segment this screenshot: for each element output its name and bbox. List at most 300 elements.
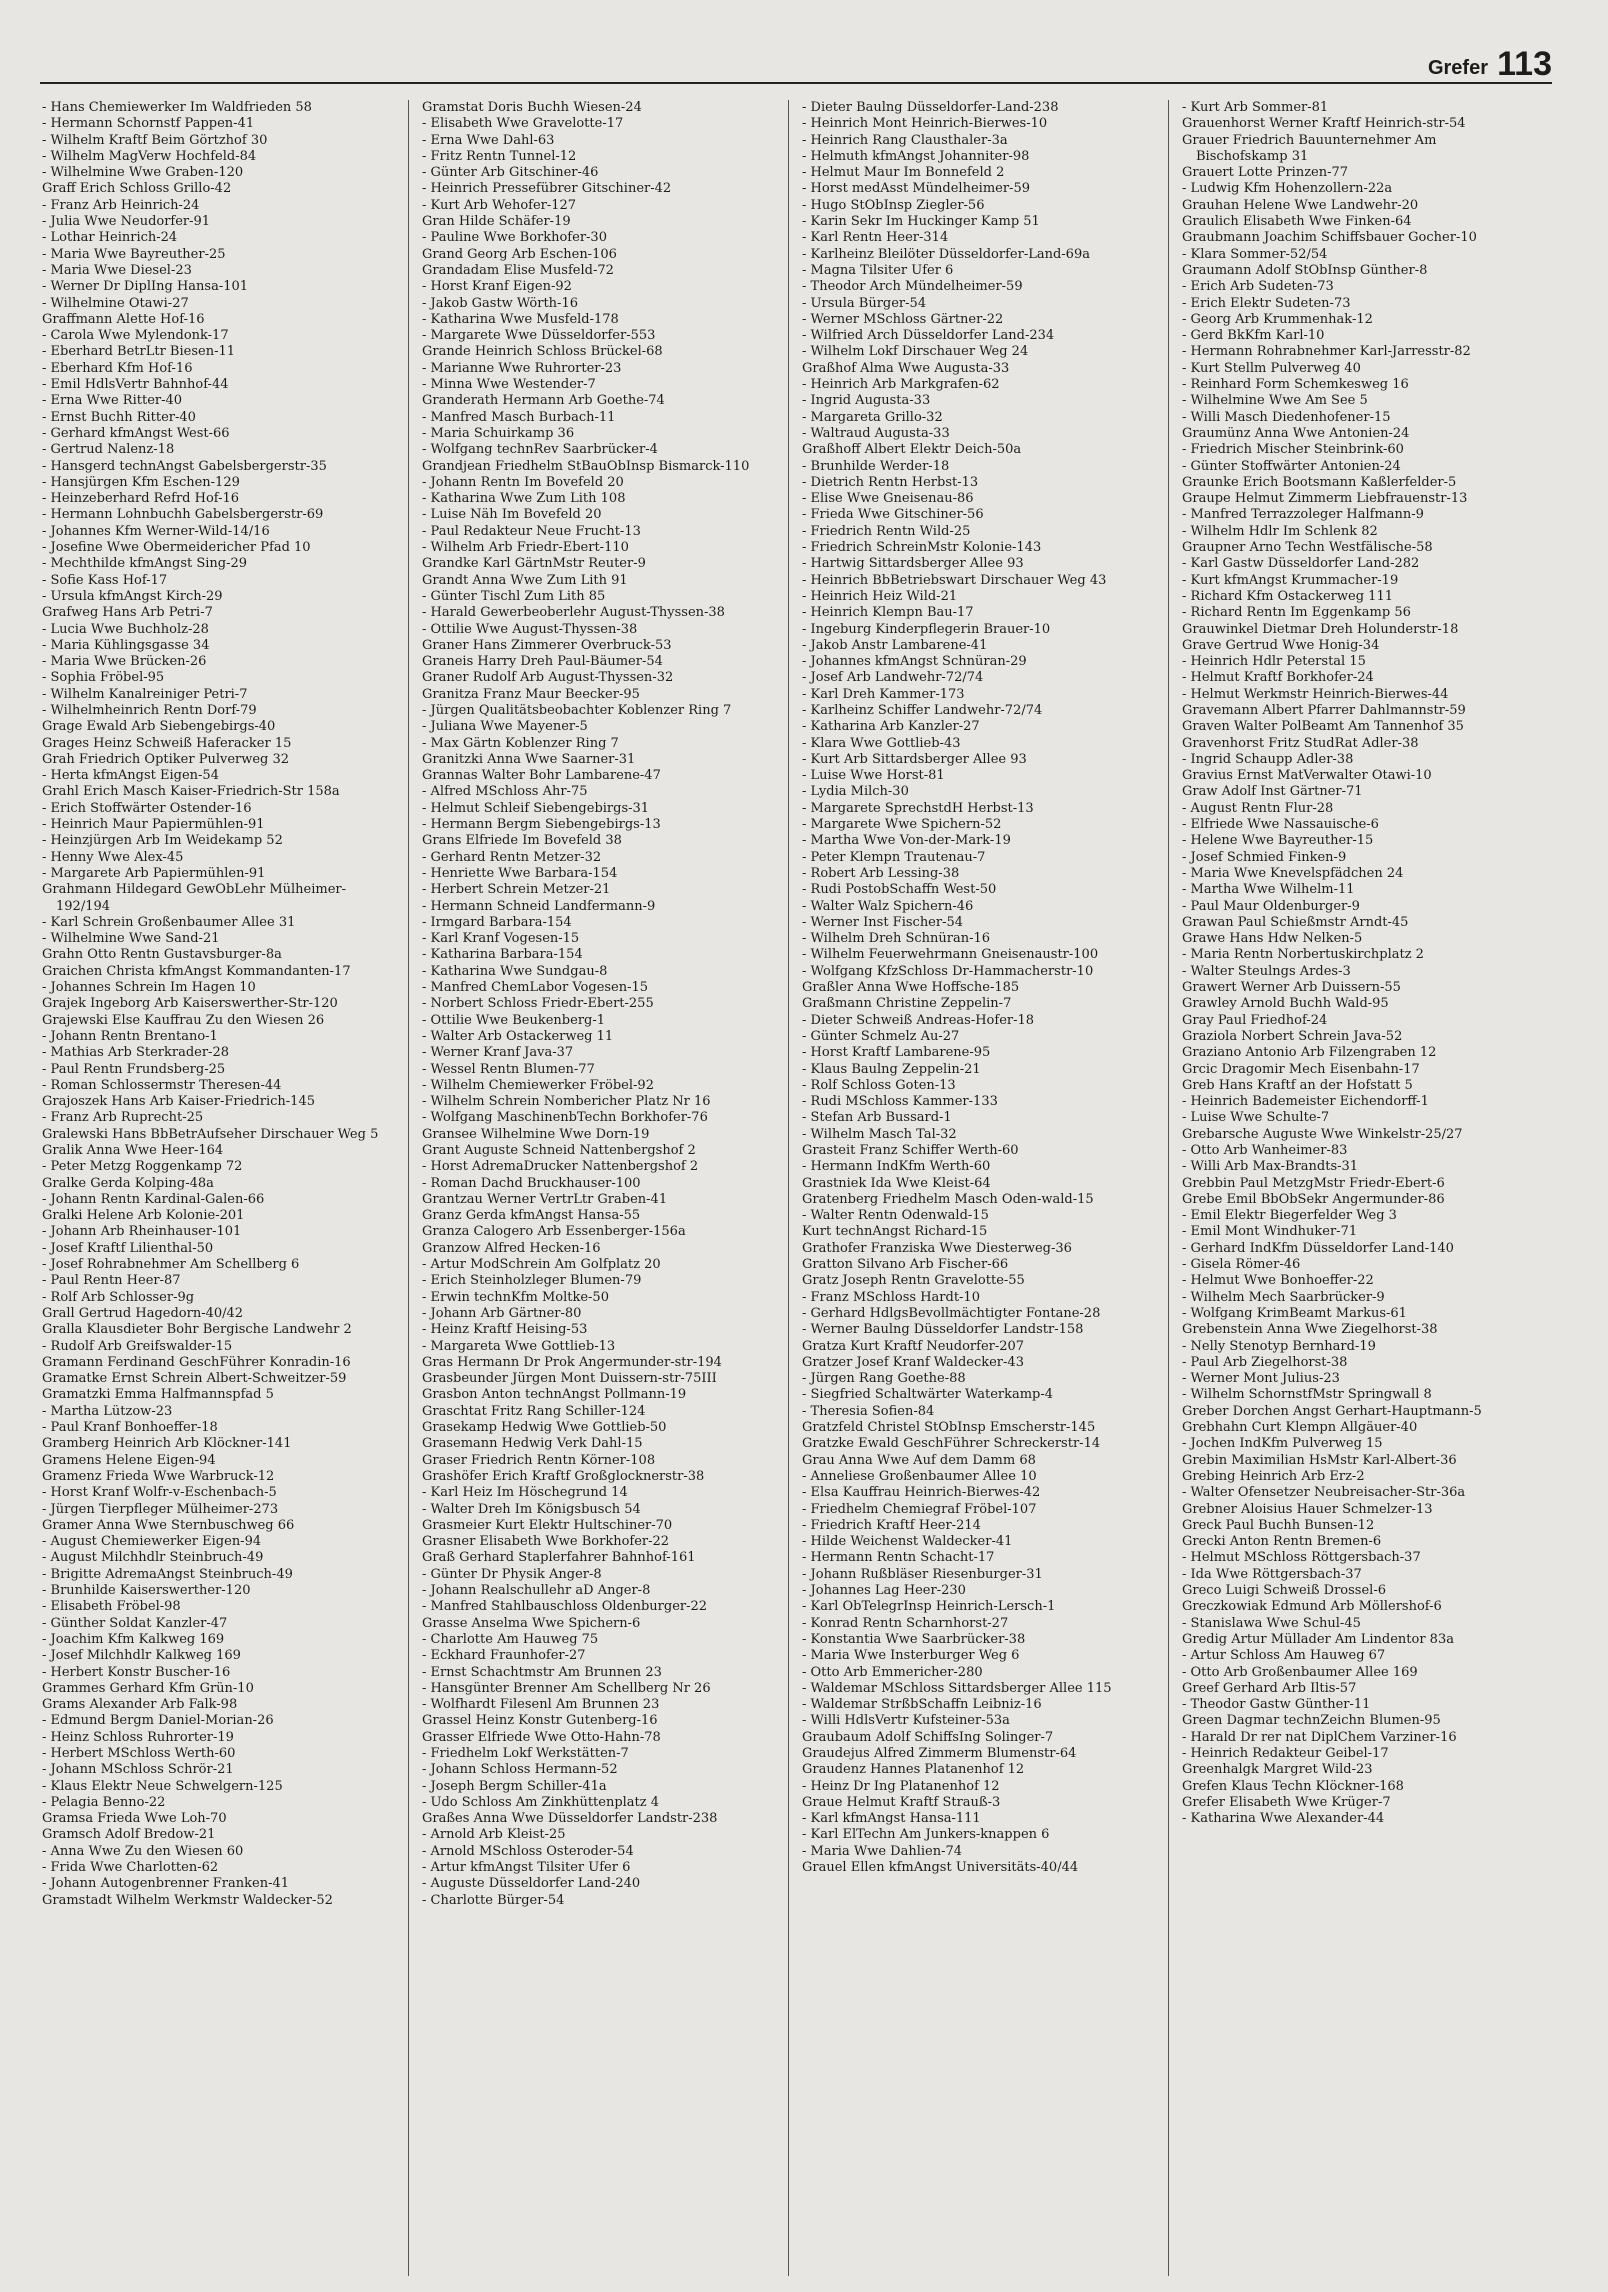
directory-entry: - Elisabeth Wwe Gravelotte-17 [422, 116, 624, 132]
directory-entry: - Jochen IndKfm Pulverweg 15 [1182, 1436, 1383, 1452]
directory-entry: - Karl Kranf Vogesen-15 [422, 931, 580, 947]
directory-entry: Grefer Elisabeth Wwe Krüger-7 [1182, 1794, 1391, 1810]
directory-entry: - Martha Wwe Wilhelm-11 [1182, 882, 1355, 898]
directory-entry: - Emil Mont Windhuker-71 [1182, 1224, 1358, 1240]
directory-entry: - Wilhelmine Wwe Am See 5 [1182, 393, 1368, 409]
directory-entry: - Günter Schmelz Au-27 [802, 1028, 960, 1044]
directory-entry: Grahn Otto Rentn Gustavsburger-8a [42, 947, 282, 963]
directory-entry: Grawert Werner Arb Duissern-55 [1182, 980, 1401, 996]
directory-entry: Greck Paul Buchh Bunsen-12 [1182, 1517, 1375, 1533]
directory-entry: - Horst Kranf Wolfr-v-Eschenbach-5 [42, 1485, 277, 1501]
directory-entry: - Anneliese Großenbaumer Allee 10 [802, 1468, 1037, 1484]
directory-entry: Gramsa Frieda Wwe Loh-70 [42, 1811, 227, 1827]
directory-entry: Grasmeier Kurt Elektr Hultschiner-70 [422, 1517, 673, 1533]
directory-entry: Graichen Christa kfmAngst Kommandanten-17 [42, 963, 351, 979]
directory-entry: - Walter Arb Ostackerweg 11 [422, 1028, 614, 1044]
directory-entry: Graßhoff Albert Elektr Deich-50a [802, 442, 1022, 458]
directory-entry: - Wilfried Arch Düsseldorfer Land-234 [802, 328, 1055, 344]
directory-entry: Gravemann Albert Pfarrer Dahlmannstr-59 [1182, 702, 1466, 718]
directory-entry: - Ingrid Schaupp Adler-38 [1182, 751, 1354, 767]
directory-entry: Grajewski Else Kauffrau Zu den Wiesen 26 [42, 1012, 325, 1028]
directory-entry: - Hermann Schornstf Pappen-41 [42, 116, 255, 132]
directory-entry: - Johann Realschullehr aD Anger-8 [422, 1583, 651, 1599]
directory-entry: Grauert Lotte Prinzen-77 [1182, 165, 1349, 181]
directory-entry: - Wilhelm Chemiewerker Fröbel-92 [422, 1077, 654, 1093]
directory-entry: Gramberg Heinrich Arb Klöckner-141 [42, 1436, 292, 1452]
directory-entry: - Klara Wwe Gottlieb-43 [802, 735, 961, 751]
directory-entry: Grannas Walter Bohr Lambarene-47 [422, 768, 661, 784]
directory-entry: - Magna Tilsiter Ufer 6 [802, 262, 954, 278]
directory-entry: - Arnold MSchloss Osteroder-54 [422, 1843, 634, 1859]
directory-entry: - Hans Chemiewerker Im Waldfrieden 58 [42, 100, 312, 115]
directory-entry: - Charlotte Bürger-54 [422, 1892, 565, 1908]
directory-entry: Graffmann Alette Hof-16 [42, 311, 205, 327]
directory-entry: - Frieda Wwe Gitschiner-56 [802, 507, 984, 523]
directory-entry: - Elise Wwe Gneisenau-86 [802, 491, 974, 507]
directory-entry: Gratenberg Friedhelm Masch Oden-wald-15 [802, 1191, 1094, 1207]
directory-entry: - Katharina Wwe Zum Lith 108 [422, 491, 626, 507]
directory-entry: - Ottilie Wwe Beukenberg-1 [422, 1012, 606, 1028]
directory-entry: Graumann Adolf StObInsp Günther-8 [1182, 262, 1428, 278]
directory-entry: - Helmuth kfmAngst Johanniter-98 [802, 148, 1030, 164]
directory-entry: Grawley Arnold Buchh Wald-95 [1182, 996, 1389, 1012]
directory-entry: - Henriette Wwe Barbara-154 [422, 865, 618, 881]
directory-entry: Graser Friedrich Rentn Körner-108 [422, 1452, 656, 1468]
directory-entry: - Horst Kranf Eigen-92 [422, 279, 572, 295]
directory-entry: - Irmgard Barbara-154 [422, 914, 572, 930]
directory-entry: - Paul Redakteur Neue Frucht-13 [422, 523, 641, 539]
directory-entry: Grawan Paul Schießmstr Arndt-45 [1182, 914, 1409, 930]
directory-entry: - Harald Dr rer nat DiplChem Varziner-16 [1182, 1729, 1457, 1745]
directory-entry: - Karl Rentn Heer-314 [802, 230, 949, 246]
directory-entry: - August Chemiewerker Eigen-94 [42, 1534, 262, 1550]
directory-entry: - Franz Arb Heinrich-24 [42, 197, 200, 213]
directory-entry: - Klara Sommer-52/54 [1182, 246, 1328, 262]
directory-entry: - Paul Arb Ziegelhorst-38 [1182, 1354, 1348, 1370]
directory-entry: - Hermann IndKfm Werth-60 [802, 1159, 991, 1175]
directory-entry: - Norbert Schloss Friedr-Ebert-255 [422, 996, 654, 1012]
directory-entry: - Juliana Wwe Mayener-5 [422, 719, 588, 735]
directory-entry: Graß Gerhard Staplerfahrer Bahnhof-161 [422, 1550, 696, 1566]
directory-entry: - Josef Arb Landwehr-72/74 [802, 670, 984, 686]
directory-entry: - Rolf Schloss Goten-13 [802, 1077, 956, 1093]
directory-entry: - Johann Rußbläser Riesenburger-31 [802, 1566, 1043, 1582]
directory-entry: - Erich Steinholzleger Blumen-79 [422, 1273, 642, 1289]
directory-entry: - Günter Arb Gitschiner-46 [422, 165, 599, 181]
directory-entry: - Heinrich Mont Heinrich-Bierwes-10 [802, 116, 1048, 132]
directory-entry: - Ida Wwe Röttgersbach-37 [1182, 1566, 1362, 1582]
directory-entry: - Herbert MSchloss Werth-60 [42, 1745, 236, 1761]
directory-entry: Grauel Ellen kfmAngst Universitäts-40/44 [802, 1860, 1079, 1876]
directory-entry: - Heinrich Klempn Bau-17 [802, 605, 974, 621]
directory-entry: - Artur Schloss Am Hauweg 67 [1182, 1648, 1386, 1664]
directory-entry: - Elfriede Wwe Nassauische-6 [1182, 817, 1379, 833]
directory-entry: - Ottilie Wwe August-Thyssen-38 [422, 621, 638, 637]
directory-entry: - Roman Schlossermstr Theresen-44 [42, 1077, 282, 1093]
directory-entry: - Gisela Römer-46 [1182, 1257, 1301, 1273]
directory-entry: - Kurt Arb Sittardsberger Allee 93 [802, 751, 1027, 767]
directory-entry: - Lucia Wwe Buchholz-28 [42, 621, 209, 637]
directory-entry: - Katharina Wwe Alexander-44 [1182, 1811, 1385, 1827]
directory-entry: - Günter Tischl Zum Lith 85 [422, 588, 606, 604]
directory-entry: - Johann Schloss Hermann-52 [422, 1762, 618, 1778]
directory-entry: Grams Alexander Arb Falk-98 [42, 1697, 238, 1713]
directory-entry: - Franz Arb Ruprecht-25 [42, 1110, 204, 1126]
directory-entry: - Johann Autogenbrenner Franken-41 [42, 1876, 290, 1892]
directory-entry: Grcic Dragomir Mech Eisenbahn-17 [1182, 1061, 1420, 1077]
directory-entry: - Gerhard IndKfm Düsseldorfer Land-140 [1182, 1240, 1454, 1256]
directory-entry: - Elisabeth Fröbel-98 [42, 1599, 181, 1615]
directory-entry: Grefen Klaus Techn Klöckner-168 [1182, 1778, 1404, 1794]
directory-entry: - Luise Wwe Schulte-7 [1182, 1110, 1330, 1126]
directory-entry: Greber Dorchen Angst Gerhart-Hauptmann-5 [1182, 1403, 1482, 1419]
directory-entry: Graudenz Hannes Platanenhof 12 [802, 1762, 1025, 1778]
directory-entry: - Heinrich BbBetriebswart Dirschauer Weg 43 [802, 572, 1107, 588]
directory-entry: - Karl Dreh Kammer-173 [802, 686, 965, 702]
directory-entry: - Horst medAsst Mündelheimer-59 [802, 181, 1030, 197]
directory-entry: - Minna Wwe Westender-7 [422, 377, 596, 393]
directory-entry: - Fritz Rentn Tunnel-12 [422, 148, 577, 164]
directory-entry: Grebin Maximilian HsMstr Karl-Albert-36 [1182, 1452, 1457, 1468]
directory-entry: - Sofie Kass Hof-17 [42, 572, 168, 588]
directory-entry: - Willi Arb Max-Brandts-31 [1182, 1159, 1359, 1175]
directory-entry: - Johannes Kfm Werner-Wild-14/16 [42, 523, 270, 539]
directory-entry: Grecki Anton Rentn Bremen-6 [1182, 1534, 1382, 1550]
directory-entry: Gralewski Hans BbBetrAufseher Dirschauer Weg 5 [42, 1126, 379, 1142]
directory-entry: - Heinz Dr Ing Platanenhof 12 [802, 1778, 1000, 1794]
directory-entry: - Erich Arb Sudeten-73 [1182, 279, 1334, 295]
directory-entry: Granitzki Anna Wwe Saarner-31 [422, 751, 636, 767]
directory-entry: - Artur ModSchrein Am Golfplatz 20 [422, 1257, 661, 1273]
directory-entry: - Maria Wwe Diesel-23 [42, 262, 192, 278]
directory-entry: - Günter Dr Physik Anger-8 [422, 1566, 602, 1582]
directory-entry: Grasemann Hedwig Verk Dahl-15 [422, 1436, 643, 1452]
directory-entry: - Wilhelm Dreh Schnüran-16 [802, 931, 991, 947]
directory-entry: Gratton Silvano Arb Fischer-66 [802, 1257, 1009, 1273]
directory-entry: Greczkowiak Edmund Arb Möllershof-6 [1182, 1599, 1442, 1615]
directory-entry: - Heinzjürgen Arb Im Weidekamp 52 [42, 833, 283, 849]
directory-entry: Greenhalgk Margret Wild-23 [1182, 1762, 1373, 1778]
directory-entry: Grasser Elfriede Wwe Otto-Hahn-78 [422, 1729, 661, 1745]
directory-entry: - Helene Wwe Bayreuther-15 [1182, 833, 1374, 849]
directory-entry: Grahmann Hildegard GewObLehr Mülheimer-192/194 [42, 882, 347, 914]
directory-entry: - Rudi PostobSchaffn West-50 [802, 882, 997, 898]
directory-entry: - Maria Wwe Knevelspfädchen 24 [1182, 865, 1404, 881]
directory-entry: - Jürgen Rang Goethe-88 [802, 1371, 966, 1387]
directory-entry: Graven Walter PolBeamt Am Tannenhof 35 [1182, 719, 1464, 735]
directory-entry: - Otto Arb Wanheimer-83 [1182, 1143, 1348, 1158]
directory-entry: Graulich Elisabeth Wwe Finken-64 [1182, 214, 1412, 230]
directory-entry: - Josef Milchhdlr Kalkweg 169 [42, 1648, 241, 1664]
directory-entry: - Heinrich Pressefübrer Gitschiner-42 [422, 181, 672, 197]
directory-entry: Grall Gertrud Hagedorn-40/42 [42, 1305, 244, 1321]
directory-entry: Gramer Anna Wwe Sternbuschweg 66 [42, 1517, 295, 1533]
directory-entry: - Werner Mont Julius-23 [1182, 1371, 1340, 1387]
directory-entry: - Werner Inst Fischer-54 [802, 914, 964, 930]
directory-entry: Green Dagmar technZeichn Blumen-95 [1182, 1713, 1441, 1729]
directory-entry: - Paul Kranf Bonhoeffer-18 [42, 1420, 218, 1436]
directory-entry: - Willi Masch Diedenhofener-15 [1182, 409, 1391, 425]
directory-entry: - Wilhelm Masch Tal-32 [802, 1126, 957, 1142]
directory-entry: - Katharina Wwe Sundgau-8 [422, 963, 608, 979]
directory-entry: Grashöfer Erich Kraftf Großglocknerstr-38 [422, 1468, 705, 1484]
directory-entry: Grave Gertrud Wwe Honig-34 [1182, 637, 1380, 653]
directory-entry: - Karl Heiz Im Höschegrund 14 [422, 1485, 628, 1501]
directory-entry: - Hermann Schneid Landfermann-9 [422, 898, 656, 914]
directory-entry: - Hermann Lohnbuchh Gabelsbergerstr-69 [42, 507, 324, 523]
directory-entry: - Johannes kfmAngst Schnüran-29 [802, 654, 1027, 670]
directory-entry: Gratzke Ewald GeschFührer Schreckerstr-14 [802, 1436, 1101, 1452]
directory-entry: Grasse Anselma Wwe Spichern-6 [422, 1615, 641, 1631]
directory-entry: - Wilhelmheinrich Rentn Dorf-79 [42, 702, 257, 718]
directory-entry: Gramatzki Emma Halfmannspfad 5 [42, 1387, 274, 1403]
directory-entry: - Maria Wwe Brücken-26 [42, 654, 207, 670]
directory-entry: - Katharina Barbara-154 [422, 947, 583, 963]
directory-entry: - Pauline Wwe Borkhofer-30 [422, 230, 607, 246]
directory-entry: - Heinz Kraftf Heising-53 [422, 1322, 588, 1338]
directory-entry: - Günther Soldat Kanzler-47 [42, 1615, 228, 1631]
directory-entry: - Wolfgang KrimBeamt Markus-61 [1182, 1305, 1407, 1321]
directory-entry: - Margareta Grillo-32 [802, 409, 943, 425]
directory-entry: Graßler Anna Wwe Hoffsche-185 [802, 980, 1020, 996]
directory-entry: - Karlheinz Bleilöter Düsseldorfer-Land-69a [802, 246, 1090, 262]
directory-entry: - Wilhelm Lokf Dirschauer Weg 24 [802, 344, 1029, 360]
directory-entry: - Manfred Masch Burbach-11 [422, 409, 616, 425]
directory-entry: - Friedrich Mischer Steinbrink-60 [1182, 442, 1404, 458]
directory-entry: - Wilhelm Mech Saarbrücker-9 [1182, 1289, 1385, 1305]
directory-entry: - Stefan Arb Bussard-1 [802, 1110, 952, 1126]
directory-entry: - Heinrich Heiz Wild-21 [802, 588, 958, 604]
directory-entry: Grans Elfriede Im Bovefeld 38 [422, 833, 622, 849]
running-head-name: Grefer [1427, 57, 1488, 79]
directory-entry: Gralki Helene Arb Kolonie-201 [42, 1208, 245, 1224]
directory-entry: - Walter Walz Spichern-46 [802, 898, 974, 914]
directory-entry: Grebner Aloisius Hauer Schmelzer-13 [1182, 1501, 1433, 1517]
directory-entry: - Katharina Wwe Musfeld-178 [422, 311, 619, 327]
directory-entry: - Ursula Bürger-54 [802, 295, 927, 311]
directory-entry: - Martha Wwe Von-der-Mark-19 [802, 833, 1011, 849]
directory-entry: - Hugo StObInsp Ziegler-56 [802, 197, 985, 213]
directory-entry: - Erich Stoffwärter Ostender-16 [42, 800, 252, 816]
directory-entry: - Johann Rentn Kardinal-Galen-66 [42, 1191, 265, 1207]
directory-entry: - Ingrid Augusta-33 [802, 393, 931, 409]
directory-entry: Grassel Heinz Konstr Gutenberg-16 [422, 1713, 658, 1729]
directory-entry: - Alfred MSchloss Ahr-75 [422, 784, 588, 800]
directory-entry: Gramstat Doris Buchh Wiesen-24 [422, 100, 642, 115]
directory-entry: Granitza Franz Maur Beecker-95 [422, 686, 640, 702]
directory-entry: Grebe Emil BbObSekr Angermunder-86 [1182, 1191, 1445, 1207]
directory-entry: - Margarete Arb Papiermühlen-91 [42, 865, 266, 881]
directory-entry: - Karl ObTelegrInsp Heinrich-Lersch-1 [802, 1599, 1056, 1615]
directory-entry: - Heinzeberhard Refrd Hof-16 [42, 491, 240, 507]
directory-entry: - Gerhard kfmAngst West-66 [42, 425, 230, 441]
directory-entry: - Luise Näh Im Bovefeld 20 [422, 507, 602, 523]
directory-entry: - Kurt Arb Wehofer-127 [422, 197, 577, 213]
directory-entry: - Horst Kraftf Lambarene-95 [802, 1045, 991, 1061]
directory-entry: - Frida Wwe Charlotten-62 [42, 1860, 219, 1876]
directory-entry: - August Milchhdlr Steinbruch-49 [42, 1550, 264, 1566]
directory-entry: - Wilhelmine Wwe Sand-21 [42, 931, 220, 947]
directory-entry: - Wilhelm Feuerwehrmann Gneisenaustr-100 [802, 947, 1099, 963]
directory-entry: Grah Friedrich Optiker Pulverweg 32 [42, 751, 290, 767]
directory-entry: - Wolfgang KfzSchloss Dr-Hammacherstr-10 [802, 963, 1094, 979]
directory-entry: Graue Helmut Kraftf Strauß-3 [802, 1794, 1001, 1810]
directory-entry: - Hilde Weichenst Waldecker-41 [802, 1534, 1013, 1550]
directory-entry: Gray Paul Friedhof-24 [1182, 1012, 1328, 1028]
directory-entry: - Julia Wwe Neudorfer-91 [42, 214, 211, 230]
directory-entry: - Rudi MSchloss Kammer-133 [802, 1094, 998, 1110]
directory-entry: - Heinrich Bademeister Eichendorff-1 [1182, 1094, 1429, 1110]
directory-entry: Grastniek Ida Wwe Kleist-64 [802, 1175, 991, 1191]
directory-entry: - Paul Rentn Frundsberg-25 [42, 1061, 226, 1077]
directory-entry: - Erwin technKfm Moltke-50 [422, 1289, 609, 1305]
directory-entry: - Georg Arb Krummenhak-12 [1182, 311, 1373, 327]
directory-entry: - Ludwig Kfm Hohenzollern-22a [1182, 181, 1393, 197]
directory-entry: Grebenstein Anna Wwe Ziegelhorst-38 [1182, 1322, 1438, 1338]
directory-entry: Granderath Hermann Arb Goethe-74 [422, 393, 665, 409]
directory-entry: Gredig Artur Müllader Am Lindentor 83a [1182, 1631, 1454, 1647]
directory-entry: Grandadam Elise Musfeld-72 [422, 262, 614, 278]
directory-entry: Gratzer Josef Kranf Waldecker-43 [802, 1354, 1024, 1370]
directory-entry: - Konrad Rentn Scharnhorst-27 [802, 1615, 1009, 1631]
directory-entry: - Hansgerd technAngst Gabelsbergerstr-35 [42, 458, 327, 474]
directory-entry: - Erna Wwe Dahl-63 [422, 132, 555, 148]
directory-entry: - Margarete Wwe Spichern-52 [802, 817, 1002, 833]
directory-entry: Graneis Harry Dreh Paul-Bäumer-54 [422, 654, 663, 670]
directory-entry: - Klaus Elektr Neue Schwelgern-125 [42, 1778, 283, 1794]
directory-entry: - Wolfhardt Filesenl Am Brunnen 23 [422, 1697, 660, 1713]
directory-entry: Graner Hans Zimmerer Overbruck-53 [422, 637, 672, 653]
directory-entry: Grasteit Franz Schiffer Werth-60 [802, 1143, 1019, 1158]
directory-entry: Grajoszek Hans Arb Kaiser-Friedrich-145 [42, 1094, 315, 1110]
directory-entry: - Günter Stoffwärter Antonien-24 [1182, 458, 1401, 474]
directory-entry: Grand Georg Arb Eschen-106 [422, 246, 617, 262]
directory-entry: - Robert Arb Lessing-38 [802, 865, 960, 881]
directory-entry: - Gertrud Nalenz-18 [42, 442, 175, 458]
directory-entry: - Josef Kraftf Lilienthal-50 [42, 1240, 214, 1256]
directory-entry: - Friedhelm Lokf Werkstätten-7 [422, 1745, 629, 1761]
directory-entry: - Konstantia Wwe Saarbrücker-38 [802, 1631, 1026, 1647]
directory-entry: - Helmut Wwe Bonhoeffer-22 [1182, 1273, 1374, 1289]
directory-entry: - Luise Wwe Horst-81 [802, 768, 945, 784]
directory-entry: - Max Gärtn Koblenzer Ring 7 [422, 735, 619, 751]
directory-entry: - Richard Kfm Ostackerweg 111 [1182, 588, 1393, 604]
directory-entry: Gratzfeld Christel StObInsp Emscherstr-145 [802, 1420, 1096, 1436]
directory-entry: - Reinhard Form Schemkesweg 16 [1182, 377, 1409, 393]
directory-entry: - Eckhard Fraunhofer-27 [422, 1648, 586, 1664]
directory-entry: - Dieter Baulng Düsseldorfer-Land-238 [802, 100, 1059, 115]
directory-entry: Granz Gerda kfmAngst Hansa-55 [422, 1208, 641, 1224]
directory-entry: - Wilhelm Hdlr Im Schlenk 82 [1182, 523, 1378, 539]
directory-entry: - Sophia Fröbel-95 [42, 670, 165, 686]
directory-entry: Gramenz Frieda Wwe Warbruck-12 [42, 1468, 275, 1484]
directory-entry: - Gerhard HdlgsBevollmächtigter Fontane-28 [802, 1305, 1101, 1321]
directory-entry: Grantzau Werner VertrLtr Graben-41 [422, 1191, 668, 1207]
directory-entry: Grebbin Paul MetzgMstr Friedr-Ebert-6 [1182, 1175, 1445, 1191]
directory-entry: Graw Adolf Inst Gärtner-71 [1182, 784, 1363, 800]
directory-entry: Grebhahn Curt Klempn Allgäuer-40 [1182, 1420, 1418, 1436]
directory-entry: - Kurt Stellm Pulverweg 40 [1182, 360, 1361, 376]
directory-entry: - Ursula kfmAngst Kirch-29 [42, 588, 223, 604]
directory-entry: Gramatke Ernst Schrein Albert-Schweitzer-59 [42, 1371, 347, 1387]
directory-entry: - Helmut MSchloss Röttgersbach-37 [1182, 1550, 1421, 1566]
directory-entry: - Waldemar MSchloss Sittardsberger Allee 115 [802, 1680, 1112, 1696]
directory-entry: Graff Erich Schloss Grillo-42 [42, 181, 232, 197]
directory-entry: Gratz Joseph Rentn Gravelotte-55 [802, 1273, 1025, 1289]
directory-entry: - Werner Kranf Java-37 [422, 1045, 574, 1061]
directory-entry: - Lothar Heinrich-24 [42, 230, 178, 246]
directory-entry: Gralke Gerda Kolping-48a [42, 1175, 214, 1191]
directory-entry: Gravius Ernst MatVerwalter Otawi-10 [1182, 768, 1432, 784]
directory-entry: - Karin Sekr Im Huckinger Kamp 51 [802, 214, 1040, 230]
directory-entry: - Johann Arb Gärtner-80 [422, 1305, 582, 1321]
directory-entry: - Friedrich SchreinMstr Kolonie-143 [802, 540, 1042, 556]
directory-entry: - Josef Rohrabnehmer Am Schellberg 6 [42, 1257, 300, 1273]
directory-entry: - Wilhelm Schrein Nombericher Platz Nr 16 [422, 1094, 711, 1110]
directory-entry: - Heinrich Rang Clausthaler-3a [802, 132, 1008, 148]
directory-entry: Grammes Gerhard Kfm Grün-10 [42, 1680, 254, 1696]
directory-entry: - Jakob Gastw Wörth-16 [422, 295, 578, 311]
directory-entry: - Theresia Sofien-84 [802, 1403, 935, 1419]
directory-entry: - Karl Gastw Düsseldorfer Land-282 [1182, 556, 1420, 572]
directory-entry: Graubmann Joachim Schiffsbauer Gocher-10 [1182, 230, 1477, 246]
column-3 [802, 100, 1150, 2276]
directory-entry: Graumünz Anna Wwe Antonien-24 [1182, 425, 1410, 441]
directory-entry: - Eberhard Kfm Hof-16 [42, 360, 193, 376]
directory-entry: Graschtat Fritz Rang Schiller-124 [422, 1403, 646, 1419]
directory-entry: - Manfred Terrazzoleger Halfmann-9 [1182, 507, 1424, 523]
directory-entry: - Stanislawa Wwe Schul-45 [1182, 1615, 1361, 1631]
directory-entry: - Jürgen Qualitätsbeobachter Koblenzer Ring 7 [422, 702, 732, 718]
column-divider [1168, 100, 1169, 2276]
directory-entry: - Edmund Bergm Daniel-Morian-26 [42, 1713, 274, 1729]
directory-entry: - Ernst Buchh Ritter-40 [42, 409, 196, 425]
directory-entry: - Maria Kühlingsgasse 34 [42, 637, 210, 653]
directory-entry: - Walter Dreh Im Königsbusch 54 [422, 1501, 641, 1517]
directory-entry: - Hermann Bergm Siebengebirgs-13 [422, 817, 661, 833]
directory-entry: - Wilhelm Kraftf Beim Görtzhof 30 [42, 132, 268, 148]
directory-entry: - Horst AdremaDrucker Nattenbergshof 2 [422, 1159, 699, 1175]
directory-entry: - Hermann Rohrabnehmer Karl-Jarresstr-82 [1182, 344, 1471, 360]
directory-entry: - Maria Schuirkamp 36 [422, 425, 575, 441]
directory-entry: - Paul Maur Oldenburger-9 [1182, 898, 1360, 914]
directory-entry: - Heinrich Redakteur Geibel-17 [1182, 1745, 1389, 1761]
directory-entry: - Brunhilde Werder-18 [802, 458, 950, 474]
directory-entry: - Helmut Schleif Siebengebirgs-31 [422, 800, 650, 816]
directory-entry: - Siegfried Schaltwärter Waterkamp-4 [802, 1387, 1054, 1403]
directory-entry: - Wilhelm SchornstfMstr Springwall 8 [1182, 1387, 1432, 1403]
directory-entry: - Nelly Stenotyp Bernhard-19 [1182, 1338, 1376, 1354]
directory-entry: Graupe Helmut Zimmerm Liebfrauenstr-13 [1182, 491, 1468, 507]
directory-entry: - Wolfgang MaschinenbTechn Borkhofer-76 [422, 1110, 708, 1126]
directory-entry: - Theodor Arch Mündelheimer-59 [802, 279, 1023, 295]
directory-entry: Granzow Alfred Hecken-16 [422, 1240, 601, 1256]
directory-entry: Graunke Erich Bootsmann Kaßlerfelder-5 [1182, 474, 1457, 490]
directory-entry: - Manfred ChemLabor Vogesen-15 [422, 980, 649, 996]
directory-entry: - Udo Schloss Am Zinkhüttenplatz 4 [422, 1794, 660, 1810]
directory-entry: - Herbert Schrein Metzer-21 [422, 882, 611, 898]
directory-entry: - Helmut Kraftf Borkhofer-24 [1182, 670, 1374, 686]
directory-entry: - Charlotte Am Hauweg 75 [422, 1631, 599, 1647]
directory-entry: Greco Luigi Schweiß Drossel-6 [1182, 1583, 1386, 1599]
directory-entry: Graziola Norbert Schrein Java-52 [1182, 1028, 1403, 1044]
directory-entry: - Herta kfmAngst Eigen-54 [42, 768, 219, 784]
directory-entry: - Hansjürgen Kfm Eschen-129 [42, 474, 240, 490]
directory-entry: - Josefine Wwe Obermeidericher Pfad 10 [42, 540, 311, 556]
directory-entry: - Karlheinz Schiffer Landwehr-72/74 [802, 702, 1043, 718]
directory-entry: - Pelagia Benno-22 [42, 1794, 166, 1810]
directory-entry: Gransee Wilhelmine Wwe Dorn-19 [422, 1126, 650, 1142]
